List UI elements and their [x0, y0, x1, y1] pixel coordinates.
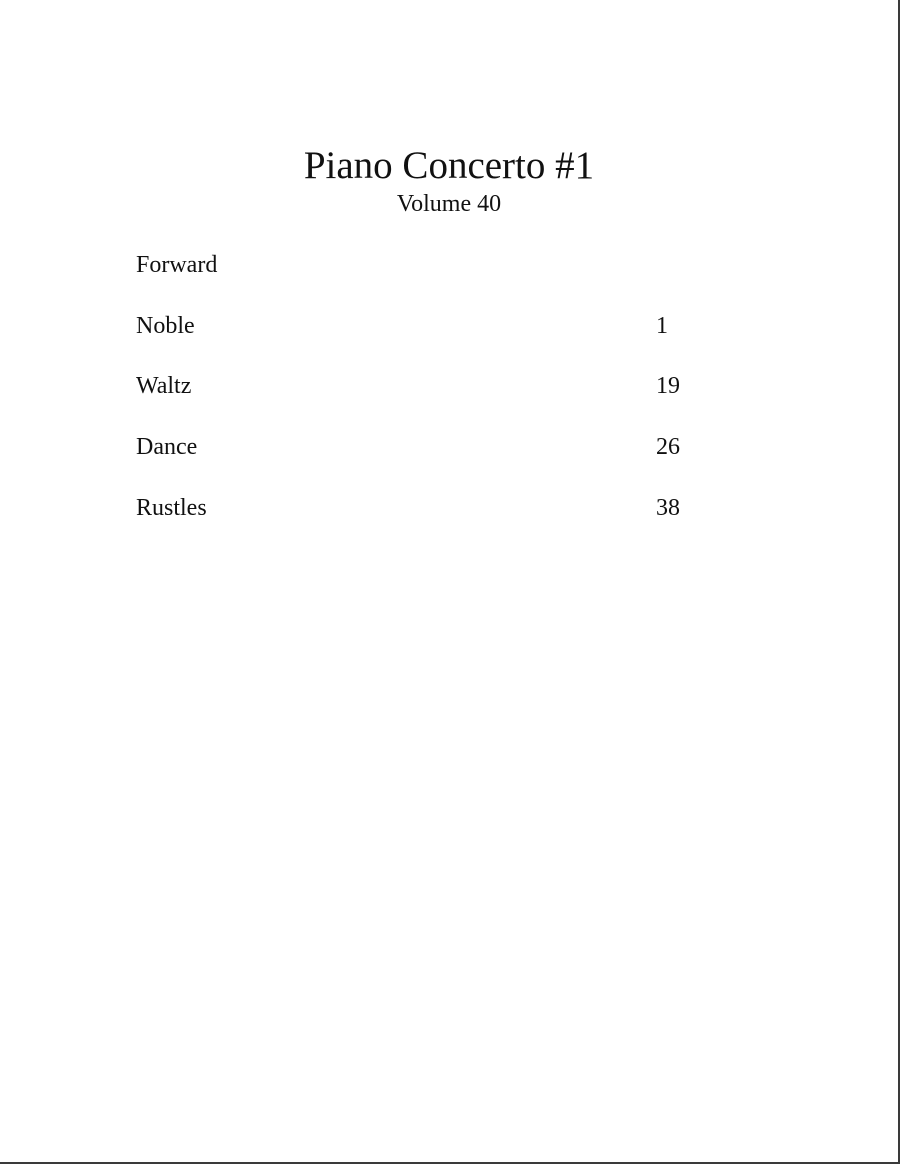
toc-entry-page: 26 [656, 434, 680, 461]
document-title: Piano Concerto #1 [303, 144, 595, 187]
toc-entry-title: Rustles [136, 494, 207, 521]
toc-entry-title: Noble [136, 312, 195, 339]
toc-entry [136, 493, 756, 554]
toc-entry [136, 432, 756, 493]
toc-entry-title: Dance [136, 434, 198, 461]
document-subtitle: Volume 40 [396, 191, 502, 217]
toc-entry-title: Forward [136, 252, 218, 278]
toc-entry [136, 371, 756, 432]
toc-entry-page: 38 [656, 494, 680, 521]
toc-entry-page: 19 [656, 373, 680, 400]
table-of-contents [136, 250, 756, 553]
toc-entry [136, 250, 756, 311]
toc-entry-title: Waltz [136, 373, 192, 400]
toc-entry-page: 1 [656, 312, 668, 339]
toc-entry [136, 311, 756, 372]
